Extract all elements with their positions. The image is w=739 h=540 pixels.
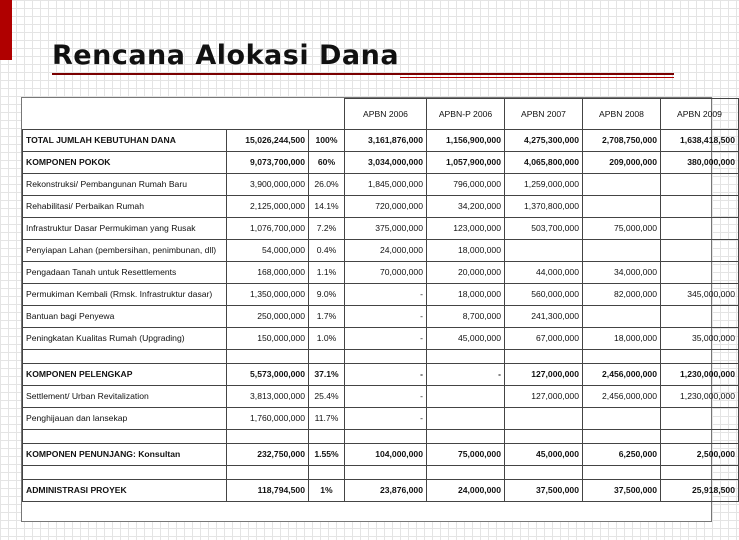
empty-cell xyxy=(309,350,345,364)
apbn-2007-cell: 44,000,000 xyxy=(505,262,583,284)
empty-cell xyxy=(583,350,661,364)
empty-cell xyxy=(345,430,427,444)
table-row xyxy=(23,480,739,502)
apbn-2006-cell: 1,845,000,000 xyxy=(345,174,427,196)
percent-cell: 60% xyxy=(309,152,345,174)
apbn-2006-cell: - xyxy=(345,408,427,430)
apbn-p-2006-cell xyxy=(427,386,505,408)
apbn-2009-cell: 25,918,500 xyxy=(661,480,739,502)
total-cell: 1,760,000,000 xyxy=(227,408,309,430)
apbn-2006-cell: - xyxy=(345,386,427,408)
empty-cell xyxy=(227,430,309,444)
apbn-2006-cell: - xyxy=(345,364,427,386)
row-label-cell: Peningkatan Kualitas Rumah (Upgrading) xyxy=(23,328,227,350)
total-cell: 15,026,244,500 xyxy=(227,130,309,152)
empty-cell xyxy=(661,350,739,364)
empty-cell xyxy=(227,350,309,364)
row-label-cell: KOMPONEN PELENGKAP xyxy=(23,364,227,386)
allocation-table xyxy=(22,98,739,502)
apbn-2007-cell: 560,000,000 xyxy=(505,284,583,306)
percent-cell: 1.7% xyxy=(309,306,345,328)
total-cell: 232,750,000 xyxy=(227,444,309,466)
apbn-2008-cell: 75,000,000 xyxy=(583,218,661,240)
percent-cell: 1% xyxy=(309,480,345,502)
total-cell: 2,125,000,000 xyxy=(227,196,309,218)
row-label-cell: Rekonstruksi/ Pembangunan Rumah Baru xyxy=(23,174,227,196)
percent-cell: 1.1% xyxy=(309,262,345,284)
apbn-2007-cell: 241,300,000 xyxy=(505,306,583,328)
apbn-2008-cell xyxy=(583,408,661,430)
total-cell: 250,000,000 xyxy=(227,306,309,328)
apbn-2007-cell: 127,000,000 xyxy=(505,386,583,408)
row-label-cell: Infrastruktur Dasar Permukiman yang Rusak xyxy=(23,218,227,240)
apbn-2006-cell: - xyxy=(345,328,427,350)
empty-cell xyxy=(23,466,227,480)
percent-cell: 11.7% xyxy=(309,408,345,430)
row-label-cell: KOMPONEN PENUNJANG: Konsultan xyxy=(23,444,227,466)
row-label-cell: Penyiapan Lahan (pembersihan, penimbunan, dll) xyxy=(23,240,227,262)
table-spacer-row xyxy=(23,466,739,480)
row-label-cell: ADMINISTRASI PROYEK xyxy=(23,480,227,502)
apbn-2008-cell: 6,250,000 xyxy=(583,444,661,466)
apbn-2008-cell: 2,708,750,000 xyxy=(583,130,661,152)
table-row xyxy=(23,284,739,306)
table-row xyxy=(23,408,739,430)
apbn-2006-cell: - xyxy=(345,306,427,328)
table-row xyxy=(23,444,739,466)
empty-cell xyxy=(661,466,739,480)
apbn-2007-cell: 503,700,000 xyxy=(505,218,583,240)
percent-cell: 26.0% xyxy=(309,174,345,196)
percent-cell: 100% xyxy=(309,130,345,152)
percent-cell: 0.4% xyxy=(309,240,345,262)
apbn-p-2006-cell: 1,057,900,000 xyxy=(427,152,505,174)
apbn-2007-cell xyxy=(505,408,583,430)
apbn-2008-cell xyxy=(583,306,661,328)
table-row xyxy=(23,174,739,196)
table-row xyxy=(23,240,739,262)
apbn-2007-cell: 37,500,000 xyxy=(505,480,583,502)
empty-cell xyxy=(505,430,583,444)
table-row xyxy=(23,386,739,408)
percent-cell: 1.0% xyxy=(309,328,345,350)
apbn-p-2006-cell: 18,000,000 xyxy=(427,284,505,306)
header-cell xyxy=(23,99,227,130)
apbn-p-2006-cell: - xyxy=(427,364,505,386)
total-cell: 3,813,000,000 xyxy=(227,386,309,408)
title-accent-bar xyxy=(0,0,12,60)
header-cell: APBN 2009 xyxy=(661,99,739,130)
row-label-cell: KOMPONEN POKOK xyxy=(23,152,227,174)
empty-cell xyxy=(661,430,739,444)
allocation-table-container xyxy=(21,97,735,522)
empty-cell xyxy=(309,466,345,480)
apbn-2008-cell xyxy=(583,196,661,218)
empty-cell xyxy=(583,466,661,480)
apbn-2007-cell: 127,000,000 xyxy=(505,364,583,386)
empty-cell xyxy=(505,466,583,480)
apbn-2009-cell: 1,230,000,000 xyxy=(661,364,739,386)
apbn-2006-cell: 3,161,876,000 xyxy=(345,130,427,152)
apbn-2008-cell: 209,000,000 xyxy=(583,152,661,174)
apbn-p-2006-cell: 45,000,000 xyxy=(427,328,505,350)
apbn-2009-cell: 1,230,000,000 xyxy=(661,386,739,408)
total-cell: 3,900,000,000 xyxy=(227,174,309,196)
percent-cell: 14.1% xyxy=(309,196,345,218)
total-cell: 54,000,000 xyxy=(227,240,309,262)
table-row xyxy=(23,130,739,152)
empty-cell xyxy=(427,350,505,364)
row-label-cell: Pengadaan Tanah untuk Resettlements xyxy=(23,262,227,284)
apbn-2006-cell: 104,000,000 xyxy=(345,444,427,466)
apbn-2009-cell: 35,000,000 xyxy=(661,328,739,350)
empty-cell xyxy=(23,350,227,364)
apbn-2009-cell xyxy=(661,306,739,328)
percent-cell: 25.4% xyxy=(309,386,345,408)
apbn-2009-cell: 380,000,000 xyxy=(661,152,739,174)
apbn-p-2006-cell: 123,000,000 xyxy=(427,218,505,240)
empty-cell xyxy=(505,350,583,364)
apbn-2006-cell: - xyxy=(345,284,427,306)
apbn-2009-cell xyxy=(661,408,739,430)
table-row xyxy=(23,262,739,284)
apbn-2008-cell xyxy=(583,240,661,262)
header-cell: APBN 2006 xyxy=(345,99,427,130)
apbn-2007-cell: 4,065,800,000 xyxy=(505,152,583,174)
apbn-2008-cell: 37,500,000 xyxy=(583,480,661,502)
apbn-2007-cell: 1,259,000,000 xyxy=(505,174,583,196)
apbn-2007-cell: 67,000,000 xyxy=(505,328,583,350)
empty-cell xyxy=(345,466,427,480)
title-underline-accent xyxy=(400,77,674,78)
header-cell: APBN 2007 xyxy=(505,99,583,130)
apbn-2008-cell xyxy=(583,174,661,196)
percent-cell: 1.55% xyxy=(309,444,345,466)
apbn-p-2006-cell: 8,700,000 xyxy=(427,306,505,328)
apbn-p-2006-cell: 34,200,000 xyxy=(427,196,505,218)
empty-cell xyxy=(309,430,345,444)
empty-cell xyxy=(427,430,505,444)
apbn-2009-cell xyxy=(661,196,739,218)
empty-cell xyxy=(227,466,309,480)
apbn-p-2006-cell: 75,000,000 xyxy=(427,444,505,466)
total-cell: 150,000,000 xyxy=(227,328,309,350)
table-row xyxy=(23,364,739,386)
total-cell: 9,073,700,000 xyxy=(227,152,309,174)
apbn-2009-cell: 2,500,000 xyxy=(661,444,739,466)
header-cell xyxy=(309,99,345,130)
apbn-2006-cell: 720,000,000 xyxy=(345,196,427,218)
total-cell: 5,573,000,000 xyxy=(227,364,309,386)
apbn-2008-cell: 82,000,000 xyxy=(583,284,661,306)
table-row xyxy=(23,218,739,240)
apbn-2006-cell: 3,034,000,000 xyxy=(345,152,427,174)
title-underline xyxy=(52,73,674,75)
row-label-cell: Penghijauan dan lansekap xyxy=(23,408,227,430)
apbn-p-2006-cell: 796,000,000 xyxy=(427,174,505,196)
total-cell: 1,076,700,000 xyxy=(227,218,309,240)
apbn-2009-cell xyxy=(661,174,739,196)
table-row xyxy=(23,306,739,328)
apbn-p-2006-cell: 20,000,000 xyxy=(427,262,505,284)
header-cell xyxy=(227,99,309,130)
apbn-p-2006-cell xyxy=(427,408,505,430)
total-cell: 1,350,000,000 xyxy=(227,284,309,306)
table-row xyxy=(23,152,739,174)
total-cell: 118,794,500 xyxy=(227,480,309,502)
apbn-2007-cell: 4,275,300,000 xyxy=(505,130,583,152)
table-spacer-row xyxy=(23,430,739,444)
row-label-cell: Bantuan bagi Penyewa xyxy=(23,306,227,328)
apbn-p-2006-cell: 24,000,000 xyxy=(427,480,505,502)
table-row xyxy=(23,196,739,218)
apbn-2008-cell: 34,000,000 xyxy=(583,262,661,284)
apbn-2007-cell xyxy=(505,240,583,262)
apbn-2008-cell: 18,000,000 xyxy=(583,328,661,350)
apbn-2007-cell: 45,000,000 xyxy=(505,444,583,466)
total-cell: 168,000,000 xyxy=(227,262,309,284)
apbn-2007-cell: 1,370,800,000 xyxy=(505,196,583,218)
apbn-2006-cell: 24,000,000 xyxy=(345,240,427,262)
empty-cell xyxy=(427,466,505,480)
apbn-2006-cell: 70,000,000 xyxy=(345,262,427,284)
apbn-2009-cell: 345,000,000 xyxy=(661,284,739,306)
header-cell: APBN 2008 xyxy=(583,99,661,130)
table-body xyxy=(23,130,739,502)
apbn-2008-cell: 2,456,000,000 xyxy=(583,364,661,386)
header-cell: APBN-P 2006 xyxy=(427,99,505,130)
apbn-2009-cell xyxy=(661,240,739,262)
row-label-cell: TOTAL JUMLAH KEBUTUHAN DANA xyxy=(23,130,227,152)
table-spacer-row xyxy=(23,350,739,364)
apbn-2009-cell: 1,638,418,500 xyxy=(661,130,739,152)
apbn-2008-cell: 2,456,000,000 xyxy=(583,386,661,408)
table-row xyxy=(23,328,739,350)
apbn-2009-cell xyxy=(661,218,739,240)
apbn-2006-cell: 23,876,000 xyxy=(345,480,427,502)
row-label-cell: Settlement/ Urban Revitalization xyxy=(23,386,227,408)
empty-cell xyxy=(583,430,661,444)
row-label-cell: Rehabilitasi/ Perbaikan Rumah xyxy=(23,196,227,218)
empty-cell xyxy=(345,350,427,364)
percent-cell: 7.2% xyxy=(309,218,345,240)
percent-cell: 37.1% xyxy=(309,364,345,386)
percent-cell: 9.0% xyxy=(309,284,345,306)
apbn-p-2006-cell: 18,000,000 xyxy=(427,240,505,262)
apbn-2009-cell xyxy=(661,262,739,284)
table-header-row xyxy=(23,99,739,130)
apbn-2006-cell: 375,000,000 xyxy=(345,218,427,240)
apbn-p-2006-cell: 1,156,900,000 xyxy=(427,130,505,152)
empty-cell xyxy=(23,430,227,444)
row-label-cell: Permukiman Kembali (Rmsk. Infrastruktur dasar) xyxy=(23,284,227,306)
slide-title: Rencana Alokasi Dana xyxy=(52,40,400,71)
